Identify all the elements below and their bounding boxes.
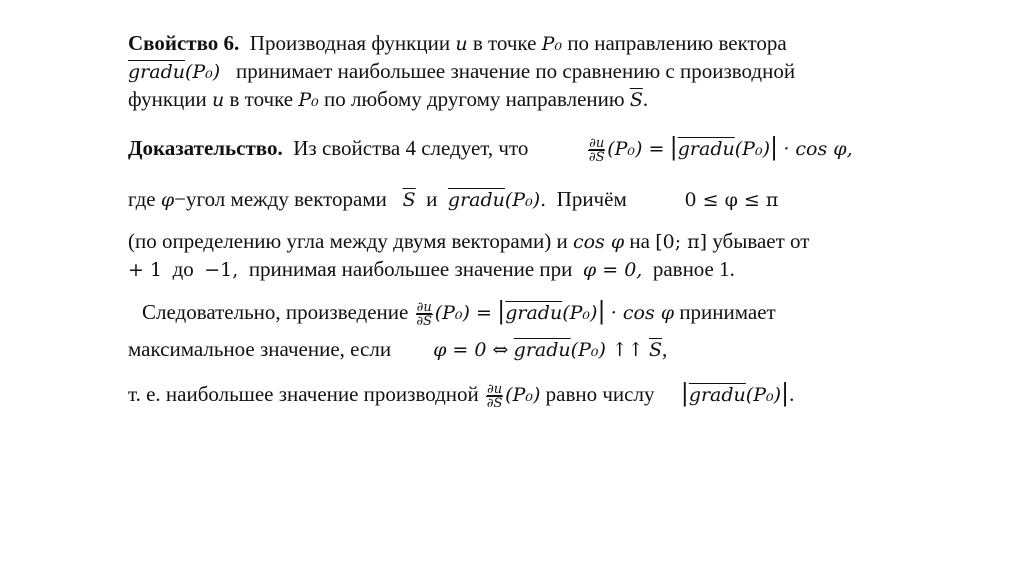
math-u: u [455, 33, 468, 55]
math-p0-parallel: (P₀) ↑↑ [570, 339, 644, 361]
math-p0: (P₀) = [434, 302, 492, 324]
math-u: u [212, 89, 225, 111]
property-label: Свойство 6. [128, 31, 240, 55]
proof-line-4 [128, 256, 735, 283]
conclusion-line-3 [128, 378, 794, 410]
math-p0: (P₀) [745, 384, 782, 406]
math-phi-zero: φ = 0, [582, 259, 643, 281]
math-s-vector: $\overline{S}$ [402, 189, 416, 211]
text: Причём [556, 187, 627, 211]
math-p0: P₀ [541, 33, 563, 55]
text: принимая наибольшее значение при [248, 257, 573, 281]
text: , [662, 337, 668, 361]
abs-bar: | [669, 133, 678, 161]
math-minus-one: −1, [204, 259, 239, 281]
text: Из свойства 4 следует, что [293, 136, 529, 160]
proof-label: Доказательство. [128, 136, 283, 160]
math-s-vector: $\overline{S}$ [649, 339, 663, 361]
text: где [128, 187, 156, 211]
text: равно числу [545, 382, 655, 406]
text: до [172, 257, 194, 281]
abs-bar: | [597, 297, 606, 325]
math-s-vector: $\overline{S}$ [629, 89, 643, 111]
math-phi: φ [160, 189, 175, 211]
abs-bar: | [769, 133, 779, 161]
math-equivalence: φ = 0 ⇔ [433, 339, 509, 361]
math-gradu: gradu [128, 61, 185, 83]
derivative-fraction: $\frac{\partial u}{\partial S}$ [588, 135, 605, 165]
math-gradu: gradu [677, 138, 735, 160]
text: в точке [472, 31, 537, 55]
text: −угол между векторами [174, 187, 387, 211]
math-p0: (P₀) = [607, 138, 665, 160]
proof-line-3 [128, 228, 809, 255]
property-statement-line-1 [128, 30, 787, 57]
text: Следовательно, произведение [142, 300, 409, 324]
text: принимает наибольшее значение по сравнению с производной [235, 59, 796, 83]
math-cos-phi: · cos φ, [783, 138, 853, 160]
text: по любому другому направлению [324, 87, 625, 111]
derivative-fraction: $\frac{\partial u}{\partial S}$ [486, 381, 503, 411]
text: и [426, 187, 438, 211]
math-p0: (P₀) [505, 384, 541, 406]
math-interval: [0; π] [655, 231, 708, 253]
text: в точке [229, 87, 294, 111]
math-p0: (P₀) [734, 138, 770, 160]
math-plus-one: + 1 [128, 259, 163, 281]
math-p0: (P₀) [184, 61, 221, 83]
math-p0: (P₀). [504, 189, 547, 211]
text: по направлению вектора [567, 31, 787, 55]
abs-bar: | [680, 379, 689, 407]
text: Производная функции [249, 31, 451, 55]
text: (по определению угла между двумя векторами) и [128, 229, 568, 253]
text: . [789, 382, 795, 406]
text: принимает [679, 300, 776, 324]
conclusion-line-1 [142, 296, 776, 328]
math-gradu: gradu [688, 384, 746, 406]
math-gradu: gradu [447, 189, 505, 211]
property-statement-line-3 [128, 86, 648, 113]
math-inequality: 0 ≤ φ ≤ π [684, 189, 779, 211]
derivative-fraction: $\frac{\partial u}{\partial S}$ [416, 299, 432, 329]
math-gradu: gradu [513, 339, 571, 361]
math-cos-phi: · cos φ [610, 302, 675, 324]
math-gradu: gradu [505, 302, 563, 324]
proof-line-1 [128, 132, 853, 164]
abs-bar: | [497, 297, 506, 325]
text: функции [128, 87, 207, 111]
text: т. е. наибольшее значение производной [128, 382, 479, 406]
abs-bar: | [781, 379, 790, 407]
text: убывает от [712, 229, 810, 253]
math-cos-phi: cos φ [572, 231, 625, 253]
text: на [629, 229, 650, 253]
text: равное 1. [652, 257, 735, 281]
conclusion-line-2 [128, 336, 667, 363]
math-p0: P₀ [298, 89, 319, 111]
math-p0: (P₀) [562, 302, 598, 324]
property-statement-line-2 [128, 58, 795, 85]
text: максимальное значение, если [128, 337, 392, 361]
proof-line-2 [128, 186, 778, 213]
text: . [642, 87, 649, 111]
